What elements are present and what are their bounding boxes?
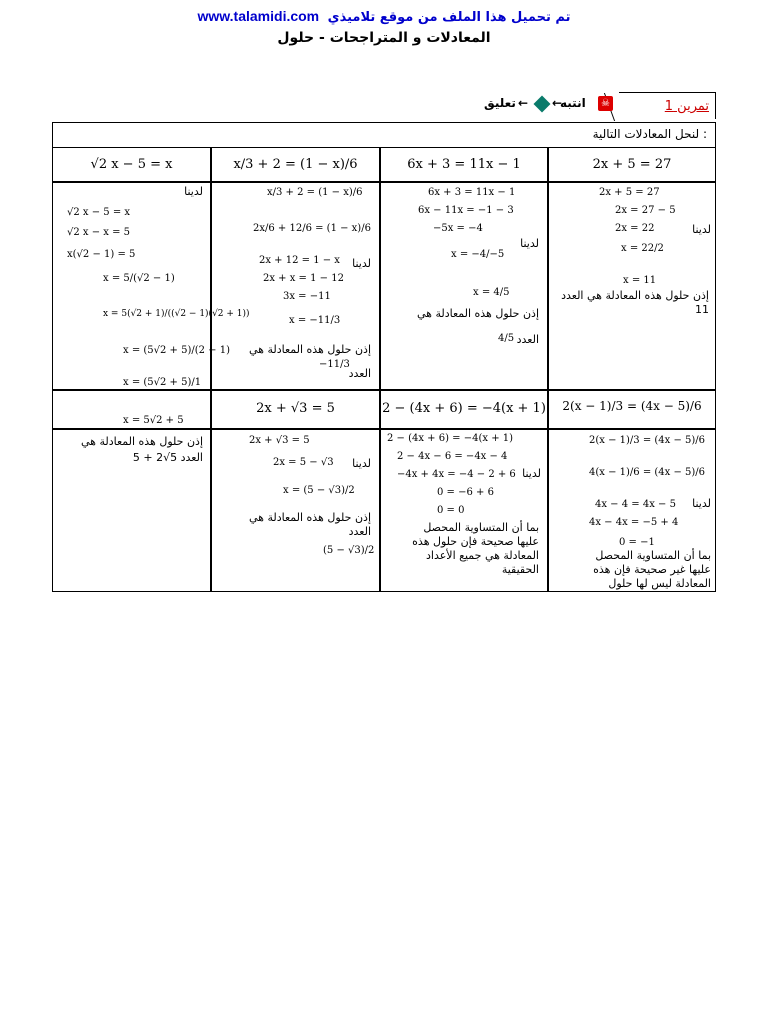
c4-line-8: x = 5√2 + 5 <box>123 415 184 426</box>
c3-value: −11/3 <box>319 359 350 370</box>
r2c2-concl-3: المعادلة هي جميع الأعداد <box>426 549 539 562</box>
c1-line-1: 2x + 5 = 27 <box>599 187 660 198</box>
c4-line-5: x = 5(√2 + 1)/((√2 − 1)(√2 + 1)) <box>103 309 250 319</box>
instruction-row <box>53 123 715 148</box>
c2-line-2: 6x − 11x = −1 − 3 <box>418 205 514 216</box>
c1-line-3: 2x = 22 <box>615 223 655 234</box>
row1-header-divider <box>53 181 715 183</box>
r2c1-line-2: 4(x − 1)/6 = (4x − 5)/6 <box>589 467 706 478</box>
eq-header-3: x/3 + 2 = (1 − x)/6 <box>233 157 358 172</box>
c3-line-4: 2x + x = 1 − 12 <box>263 273 344 284</box>
c3-we-have: لدينا <box>352 257 371 270</box>
r2c1-line-1: 2(x − 1)/3 = (4x − 5)/6 <box>589 435 706 446</box>
c2-line-5: x = 4/5 <box>473 287 510 298</box>
warning-skull-icon: ☠ <box>598 96 613 111</box>
c3-line-5: 3x = −11 <box>283 291 331 302</box>
r2c3-concl-1: إذن حلول هذه المعادلة هي <box>248 511 371 524</box>
comment-diamond-icon <box>534 96 551 113</box>
c3-line-2: 2x/6 + 12/6 = (1 − x)/6 <box>253 223 371 234</box>
warn-arrow: ← <box>552 96 563 110</box>
col-divider-3-4 <box>210 147 212 591</box>
solutions-table <box>52 122 716 592</box>
r2c3-concl-2: العدد <box>348 525 371 538</box>
c1-line-4: x = 22/2 <box>621 243 664 254</box>
c4-line-7: x = (5√2 + 5)/1 <box>123 377 202 388</box>
c4-line-2: √2 x − x = 5 <box>67 227 131 238</box>
c1-conclusion: إذن حلول هذه المعادلة هي العدد 11 <box>561 289 709 316</box>
r2c3-value: (5 − √3)/2 <box>323 545 375 556</box>
c4-value-line: العدد 5√2 + 5 <box>132 451 203 464</box>
r2c1-line-3: 4x − 4 = 4x − 5 <box>595 499 676 510</box>
comment-label: تعليق <box>484 96 516 110</box>
c1-line-5: x = 11 <box>623 275 657 286</box>
c4-conclusion: إذن حلول هذه المعادلة هي <box>80 435 203 448</box>
r2c1-line-4: 4x − 4x = −5 + 4 <box>589 517 679 528</box>
c4-line-3: x(√2 − 1) = 5 <box>67 249 136 260</box>
exercise-tab <box>619 92 716 119</box>
r2c2-line-1: 2 − (4x + 6) = −4(x + 1) <box>387 433 514 444</box>
exercise-header <box>480 88 716 122</box>
c4-we-have: لدينا <box>184 185 203 198</box>
r2c2-line-3: −4x + 4x = −4 − 2 + 6 <box>397 469 516 480</box>
c3-value-prefix: العدد <box>348 367 371 380</box>
c4-line-4: x = 5/(√2 − 1) <box>103 273 175 284</box>
row2-header-divider <box>53 428 715 430</box>
c4-line-6: x = (5√2 + 5)/(2 − 1) <box>123 345 231 356</box>
comment-arrow: ← <box>518 96 529 110</box>
r2c1-we-have: لدينا <box>692 497 711 510</box>
r2c3-line-3: x = (5 − √3)/2 <box>283 485 355 496</box>
c2-line-4: x = −4/−5 <box>451 249 505 260</box>
r2c2-line-4: 0 = −6 + 6 <box>437 487 494 498</box>
c1-line-2: 2x = 27 − 5 <box>615 205 676 216</box>
eq-header-1: 2x + 5 = 27 <box>592 157 672 172</box>
c3-line-3: 2x + 12 = 1 − x <box>259 255 340 266</box>
r2c3-we-have: لدينا <box>352 457 371 470</box>
r2c3-line-2: 2x = 5 − √3 <box>273 457 334 468</box>
download-text: تم تحميل هذا الملف من موقع تلاميذي <box>327 10 571 25</box>
eq-header-6: 2 − (4x + 6) = −4(x + 1) <box>382 401 546 416</box>
c4-line-1: √2 x − 5 = x <box>67 207 131 218</box>
r2c1-line-5: 0 = −1 <box>619 537 655 548</box>
eq-header-7: 2x + √3 = 5 <box>256 401 335 416</box>
eq-header-4: √2 x − 5 = x <box>90 157 173 172</box>
r2c2-line-5: 0 = 0 <box>437 505 465 516</box>
c3-line-6: x = −11/3 <box>289 315 341 326</box>
c1-we-have: لدينا <box>692 223 711 236</box>
c3-conclusion: إذن حلول هذه المعادلة هي <box>248 343 371 356</box>
r2c1-concl-2: عليها غير صحيحة فإن هذه <box>593 563 711 576</box>
r2c1-concl-3: المعادلة ليس لها حلول <box>608 577 711 590</box>
c2-line-1: 6x + 3 = 11x − 1 <box>428 187 516 198</box>
exercise-tab-label: تمرين 1 <box>664 99 709 114</box>
warn-label: انتبه <box>560 96 586 110</box>
page-title: المعادلات و المتراجحات - حلول <box>277 30 491 46</box>
row2-top-divider <box>53 389 715 391</box>
r2c2-line-2: 2 − 4x − 6 = −4x − 4 <box>397 451 508 462</box>
instruction-text: لنحل المعادلات التالية : <box>592 127 707 141</box>
c2-value: 4/5 <box>498 333 515 344</box>
eq-header-5: 2(x − 1)/3 = (4x − 5)/6 <box>562 399 702 413</box>
r2c2-we-have: لدينا <box>522 467 541 480</box>
site-url-link[interactable]: www.talamidi.com <box>197 8 320 24</box>
c3-line-1: x/3 + 2 = (1 − x)/6 <box>267 187 363 198</box>
c2-value-prefix: العدد <box>516 333 539 346</box>
c2-conclusion: إذن حلول هذه المعادلة هي <box>416 307 539 320</box>
c2-line-3: −5x = −4 <box>433 223 483 234</box>
r2c2-concl-4: الحقيقية <box>501 563 539 576</box>
r2c2-concl-1: بما أن المتساوية المحصل <box>423 521 539 534</box>
r2c3-line-1: 2x + √3 = 5 <box>249 435 310 446</box>
c2-we-have: لدينا <box>520 237 539 250</box>
r2c2-concl-2: عليها صحيحة فإن حلول هذه <box>412 535 539 548</box>
site-banner <box>0 8 768 25</box>
r2c1-concl-1: بما أن المتساوية المحصل <box>595 549 711 562</box>
col-divider-1-2 <box>547 147 549 591</box>
col-divider-2-3 <box>379 147 381 591</box>
eq-header-2: 6x + 3 = 11x − 1 <box>407 157 521 172</box>
